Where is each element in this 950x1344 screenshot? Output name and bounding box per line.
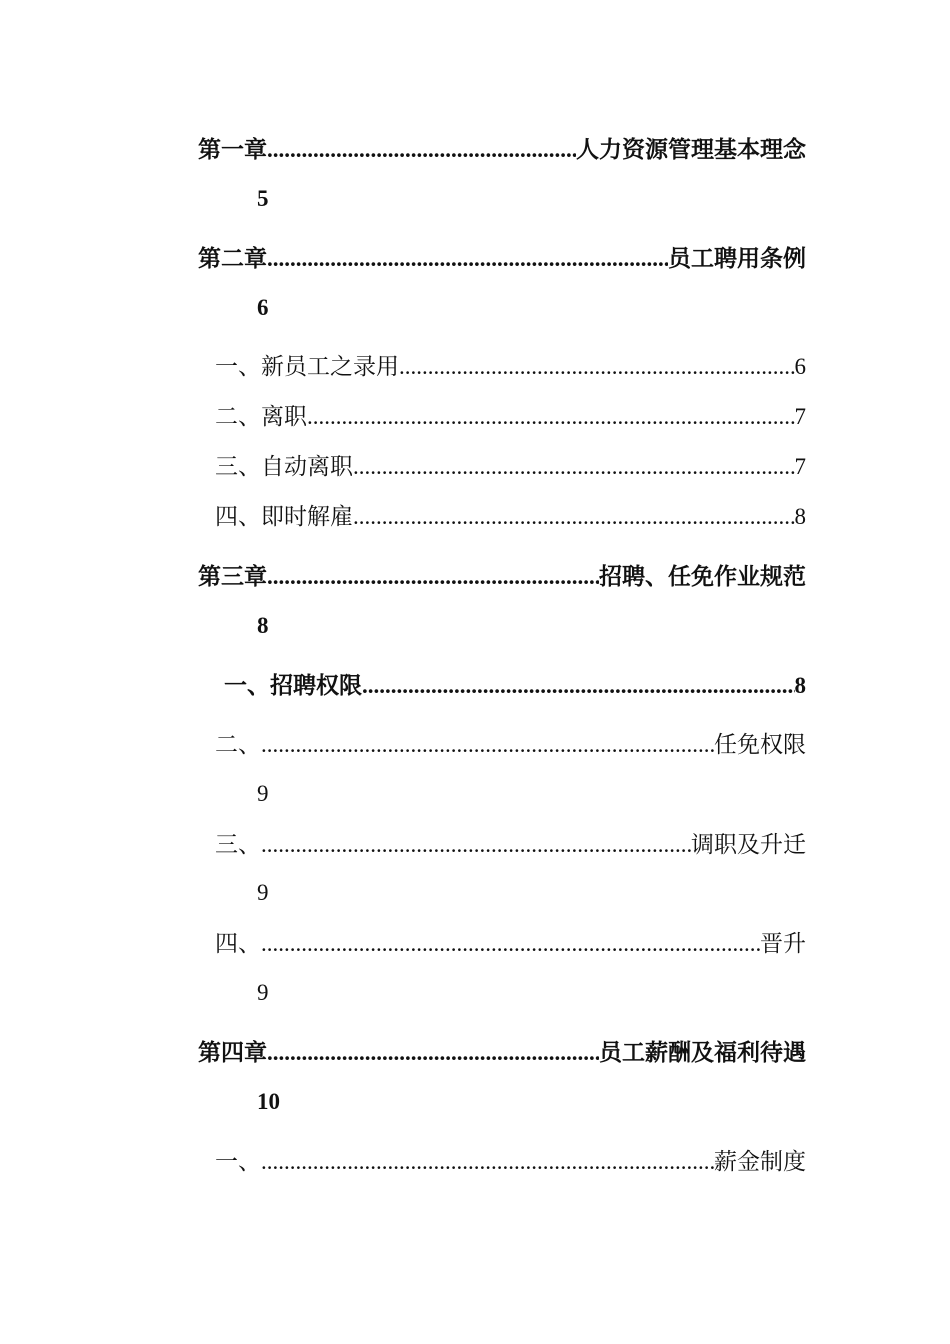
dot-leader <box>307 401 795 433</box>
page-number: 9 <box>257 880 269 905</box>
dot-leader <box>399 351 795 383</box>
dot-leader <box>267 243 668 275</box>
section-label: 二、离职 <box>215 404 307 429</box>
dot-leader <box>362 670 795 702</box>
toc-entry-3-3[interactable] <box>215 829 806 861</box>
toc-entry-3-4[interactable] <box>215 928 806 960</box>
page-number: 8 <box>257 613 269 638</box>
toc-entry-chapter-4[interactable] <box>198 1037 806 1069</box>
toc-entry-2-3[interactable] <box>215 451 806 483</box>
dot-leader <box>261 729 714 761</box>
toc-entry-4-1[interactable] <box>215 1146 806 1178</box>
toc-entry-2-2[interactable] <box>215 401 806 433</box>
section-title: 任免权限 <box>714 732 806 757</box>
toc-entry-3-1[interactable] <box>224 670 806 702</box>
dot-leader <box>267 1037 599 1069</box>
page-number: 9 <box>257 781 269 806</box>
chapter-label: 第二章 <box>198 246 267 271</box>
section-title: 调职及升迁 <box>691 832 806 857</box>
toc-entry-3-2[interactable] <box>215 729 806 761</box>
section-title: 薪金制度 <box>714 1149 806 1174</box>
section-label: 二、 <box>215 732 261 757</box>
section-label: 四、 <box>215 931 261 956</box>
toc-entry-chapter-2[interactable] <box>198 243 806 275</box>
section-label: 四、即时解雇 <box>215 504 353 529</box>
dot-leader <box>261 928 760 960</box>
dot-leader <box>267 134 576 166</box>
page-number: 6 <box>794 354 806 379</box>
section-label: 一、新员工之录用 <box>215 354 399 379</box>
dot-leader <box>267 561 599 593</box>
page-number: 6 <box>257 295 269 320</box>
toc-entry-2-1[interactable] <box>215 351 806 383</box>
dot-leader <box>261 829 691 861</box>
chapter-title: 招聘、任免作业规范 <box>599 564 806 589</box>
toc-entry-2-4[interactable] <box>215 501 806 533</box>
chapter-title: 员工聘用条例 <box>668 246 806 271</box>
toc-entry-chapter-3[interactable] <box>198 561 806 593</box>
chapter-label: 第四章 <box>198 1040 267 1065</box>
page-number: 7 <box>794 404 806 429</box>
section-label: 一、招聘权限 <box>224 673 362 698</box>
page-number: 8 <box>794 673 806 698</box>
page-number: 7 <box>794 454 806 479</box>
section-label: 一、 <box>215 1149 261 1174</box>
chapter-label: 第三章 <box>198 564 267 589</box>
dot-leader <box>353 451 795 483</box>
chapter-title: 人力资源管理基本理念 <box>576 137 806 162</box>
section-title: 晋升 <box>760 931 806 956</box>
chapter-label: 第一章 <box>198 137 267 162</box>
dot-leader <box>261 1146 714 1178</box>
section-label: 三、自动离职 <box>215 454 353 479</box>
toc-entry-chapter-1[interactable] <box>198 134 806 166</box>
section-label: 三、 <box>215 832 261 857</box>
chapter-title: 员工薪酬及福利待遇 <box>599 1040 806 1065</box>
page-number: 10 <box>257 1089 280 1114</box>
page-number: 8 <box>794 504 806 529</box>
page-number: 9 <box>257 980 269 1005</box>
dot-leader <box>353 501 795 533</box>
page-number: 5 <box>257 186 269 211</box>
